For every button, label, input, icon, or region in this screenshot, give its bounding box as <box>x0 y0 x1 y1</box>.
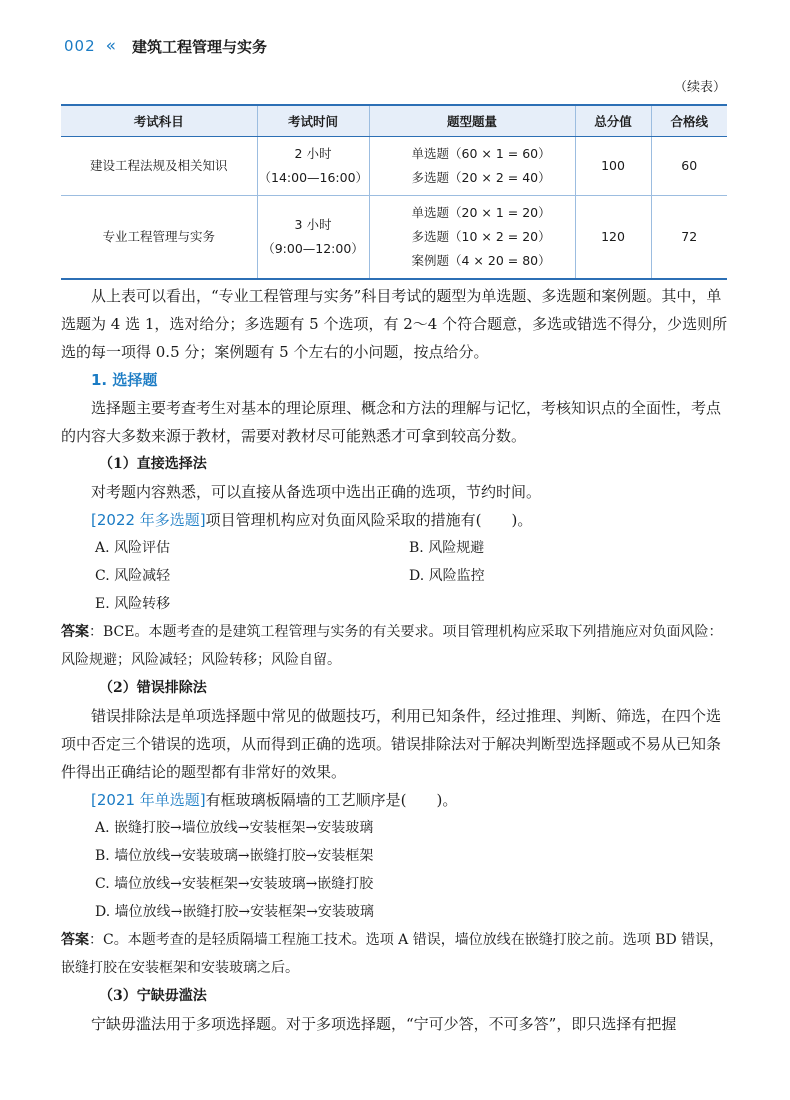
answer-label: 答案 <box>61 624 89 640</box>
method-heading: （1）直接选择法 <box>99 456 207 472</box>
question-type: 案例题（4 × 20 = 80） <box>411 253 551 268</box>
question-text: 项目管理机构应对负面风险采取的措施有( )。 <box>205 511 533 529</box>
method-paragraph: 宁缺毋滥法用于多项选择题。对于多项选择题，“宁可少答，不可多答”，即只选择有把握 <box>91 1015 677 1033</box>
time-range: （9:00—12:00） <box>262 241 364 256</box>
option-row <box>61 562 729 590</box>
method-paragraph: 错误排除法是单项选择题中常见的做题技巧，利用已知条件，经过推理、判断、筛选，在四个选项中否定三个错误的选项，从而得到正确的选项。错误排除法对于解决判断型选择题或不易从已知条件得出正确结论的题型都有非常好的效果。 <box>61 707 722 781</box>
option-e: E. 风险转移 <box>95 596 171 612</box>
answer-paragraph <box>61 926 729 982</box>
total-score-cell: 100 <box>575 137 651 196</box>
section-heading: 1. 选择题 <box>91 371 158 389</box>
column-header: 总分值 <box>575 105 651 137</box>
continued-label: （续表） <box>673 80 726 95</box>
question-line <box>61 506 729 534</box>
intro-paragraph: 从上表可以看出，“专业工程管理与实务”科目考试的题型为单选题、多选题和案例题。其中，单选题为 4 选 1，选对给分；多选题有 5 个选项，有 2～4 个符合题意，多选或错选不得分，少选则所选的每一项得 0.5 分；案例题有 5 个左右的小问题，按点给分。 <box>61 287 728 361</box>
time-range: （14:00—16:00） <box>258 170 369 185</box>
question-type: 单选题（60 × 1 = 60） <box>411 146 551 161</box>
method-heading: （3）宁缺毋滥法 <box>99 988 207 1004</box>
question-tag: [2022 年多选题] <box>91 511 206 529</box>
time-duration: 2 小时 <box>294 146 332 161</box>
question-types-cell <box>369 137 575 196</box>
answer-paragraph <box>61 618 729 674</box>
question-type: 单选题（20 × 1 = 20） <box>411 205 551 220</box>
question-types-cell <box>369 196 575 280</box>
option-d: D. 风险监控 <box>409 568 485 584</box>
method-paragraph: 对考题内容熟悉，可以直接从备选项中选出正确的选项，节约时间。 <box>91 483 542 501</box>
column-header: 题型题量 <box>369 105 575 137</box>
question-text: 有框玻璃板隔墙的工艺顺序是( )。 <box>205 791 458 809</box>
page-header <box>64 34 267 58</box>
double-chevron-icon: « <box>105 36 117 56</box>
time-cell <box>257 137 369 196</box>
time-duration: 3 小时 <box>294 217 332 232</box>
subject-cell: 建设工程法规及相关知识 <box>61 137 257 196</box>
option-b: B. 风险规避 <box>409 540 485 556</box>
table-row <box>61 196 727 280</box>
table-row <box>61 137 727 196</box>
question-type: 多选题（20 × 2 = 40） <box>411 170 551 185</box>
option-d: D. 墙位放线→嵌缝打胶→安装框架→安装玻璃 <box>95 904 374 920</box>
exam-table <box>61 104 727 280</box>
column-header: 考试科目 <box>61 105 257 137</box>
option-b: B. 墙位放线→安装玻璃→嵌缝打胶→安装框架 <box>95 848 374 864</box>
option-c: C. 墙位放线→安装框架→安装玻璃→嵌缝打胶 <box>95 876 374 892</box>
subject-cell: 专业工程管理与实务 <box>61 196 257 280</box>
option-a: A. 风险评估 <box>95 540 171 556</box>
pass-line-cell: 72 <box>651 196 727 280</box>
option-a: A. 嵌缝打胶→墙位放线→安装框架→安装玻璃 <box>95 820 374 836</box>
option-c: C. 风险减轻 <box>95 568 171 584</box>
table-header-row <box>61 105 727 137</box>
main-content <box>61 282 729 1038</box>
page-number: 002 <box>64 37 96 55</box>
question-tag: [2021 年单选题] <box>91 791 206 809</box>
method-heading: （2）错误排除法 <box>99 680 207 696</box>
answer-text: ：C。本题考查的是轻质隔墙工程施工技术。选项 A 错误，墙位放线在嵌缝打胶之前。选项 BD 错误，嵌缝打胶在安装框架和安装玻璃之后。 <box>61 932 724 976</box>
question-type: 多选题（10 × 2 = 20） <box>411 229 551 244</box>
column-header: 合格线 <box>651 105 727 137</box>
time-cell <box>257 196 369 280</box>
answer-label: 答案 <box>61 932 89 948</box>
pass-line-cell: 60 <box>651 137 727 196</box>
question-line <box>61 786 729 814</box>
total-score-cell: 120 <box>575 196 651 280</box>
book-title: 建筑工程管理与实务 <box>132 37 268 56</box>
option-row <box>61 534 729 562</box>
answer-text: ：BCE。本题考查的是建筑工程管理与实务的有关要求。项目管理机构应采取下列措施应对负面风险：风险规避；风险减轻；风险转移；风险自留。 <box>61 624 723 668</box>
column-header: 考试时间 <box>257 105 369 137</box>
section-paragraph: 选择题主要考查考生对基本的理论原理、概念和方法的理解与记忆，考核知识点的全面性，考点的内容大多数来源于教材，需要对教材尽可能熟悉才可拿到较高分数。 <box>61 399 722 445</box>
